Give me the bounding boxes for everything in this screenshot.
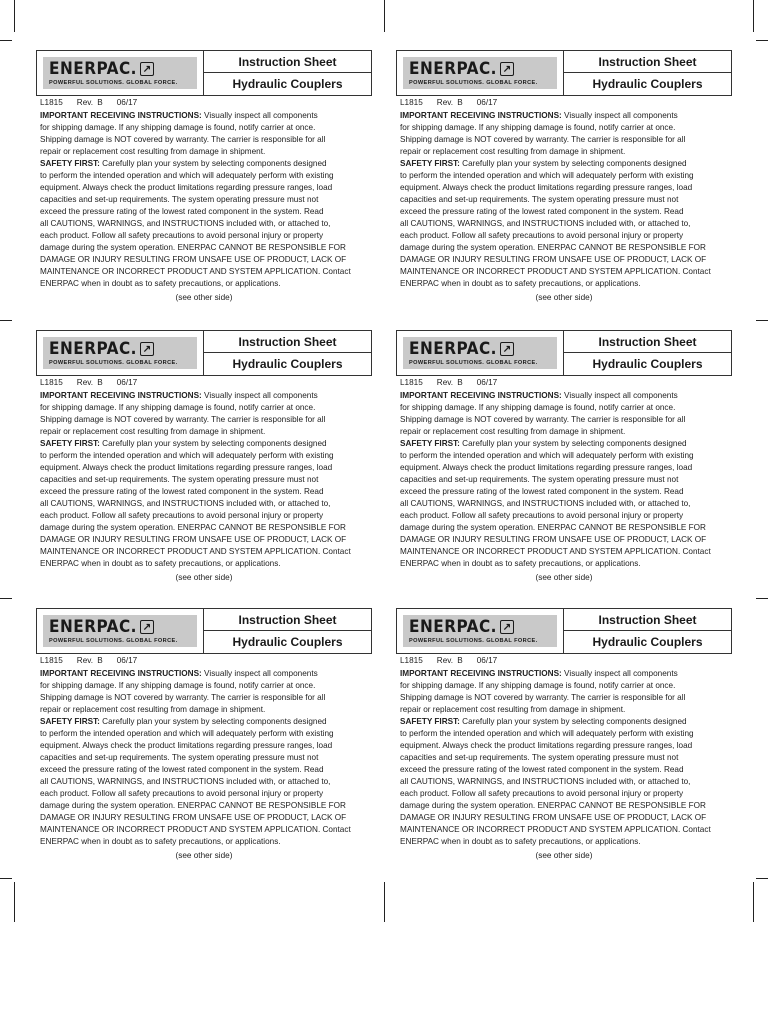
safety-line: MAINTENANCE OR INCORRECT PRODUCT AND SYSTEM APPLICATION. Contact: [400, 825, 711, 834]
instructions-body: [400, 668, 732, 848]
receiving-heading: IMPORTANT RECEIVING INSTRUCTIONS:: [40, 669, 202, 678]
safety-first-line: [40, 438, 372, 450]
logo-box: [397, 609, 564, 653]
title-block: [564, 609, 731, 653]
sheet-subtitle: Hydraulic Couplers: [592, 635, 703, 649]
sheet-title: Instruction Sheet: [564, 331, 731, 353]
safety-line: MAINTENANCE OR INCORRECT PRODUCT AND SYSTEM APPLICATION. Contact: [400, 547, 711, 556]
safety-line: exceed the pressure rating of the lowest rated component in the system. Read: [40, 207, 324, 216]
safety-line: equipment. Always check the product limitations regarding pressure ranges, load: [40, 183, 333, 192]
crop-mark: [756, 320, 768, 321]
instruction-card: [36, 608, 372, 878]
sheet-title: Instruction Sheet: [564, 609, 731, 631]
crop-mark: [753, 0, 754, 32]
doc-reference: [40, 98, 151, 107]
safety-line: capacities and set-up requirements. The system operating pressure must not: [40, 753, 319, 762]
safety-line: to perform the intended operation and which will adequately perform with existing: [400, 451, 694, 460]
receiving-heading: IMPORTANT RECEIVING INSTRUCTIONS:: [40, 391, 202, 400]
safety-line: equipment. Always check the product limitations regarding pressure ranges, load: [400, 183, 693, 192]
brand-mark-icon: ↗: [140, 62, 154, 76]
receiving-line: Visually inspect all components: [201, 111, 318, 120]
enerpac-logo: [43, 57, 197, 89]
safety-line: to perform the intended operation and which will adequately perform with existing: [40, 729, 334, 738]
receiving-line: Shipping damage is NOT covered by warranty. The carrier is responsible for all: [400, 415, 686, 424]
safety-first-line: [400, 716, 732, 728]
doc-revision: Rev. B: [76, 656, 103, 665]
crop-mark: [14, 0, 15, 32]
brand-tagline: POWERFUL SOLUTIONS. GLOBAL FORCE.: [409, 637, 538, 644]
receiving-line: Shipping damage is NOT covered by warranty. The carrier is responsible for all: [40, 135, 326, 144]
instruction-card: [36, 330, 372, 600]
safety-line: damage during the system operation. ENERPAC CANNOT BE RESPONSIBLE FOR: [400, 801, 706, 810]
receiving-line: repair or replacement cost resulting from damage in shipment.: [400, 147, 626, 156]
safety-line: DAMAGE OR INJURY RESULTING FROM UNSAFE USE OF PRODUCT, LACK OF: [400, 813, 707, 822]
see-other-side: (see other side): [175, 851, 233, 860]
instructions-body: [400, 110, 732, 290]
doc-date: 06/17: [116, 98, 138, 107]
doc-number: L1815: [400, 98, 423, 107]
safety-line: Carefully plan your system by selecting components designed: [459, 439, 687, 448]
receiving-first-line: [40, 668, 372, 680]
safety-line: DAMAGE OR INJURY RESULTING FROM UNSAFE USE OF PRODUCT, LACK OF: [40, 813, 347, 822]
safety-line: ENERPAC when in doubt as to safety precautions, or applications.: [400, 837, 641, 846]
doc-reference: [400, 98, 511, 107]
safety-line: to perform the intended operation and which will adequately perform with existing: [400, 729, 694, 738]
safety-line: exceed the pressure rating of the lowest rated component in the system. Read: [400, 207, 684, 216]
doc-date: 06/17: [476, 656, 498, 665]
sheet-title: Instruction Sheet: [204, 609, 371, 631]
receiving-first-line: [40, 110, 372, 122]
crop-mark: [384, 0, 385, 32]
card-header: [36, 50, 372, 96]
brand-mark-icon: ↗: [500, 342, 514, 356]
doc-number: L1815: [40, 98, 63, 107]
safety-line: exceed the pressure rating of the lowest rated component in the system. Read: [400, 487, 684, 496]
doc-date: 06/17: [476, 378, 498, 387]
safety-line: to perform the intended operation and which will adequately perform with existing: [400, 171, 694, 180]
logo-box: [37, 331, 204, 375]
receiving-line: Shipping damage is NOT covered by warranty. The carrier is responsible for all: [40, 693, 326, 702]
receiving-line: repair or replacement cost resulting from damage in shipment.: [40, 147, 266, 156]
receiving-line: repair or replacement cost resulting from damage in shipment.: [40, 427, 266, 436]
see-other-side: (see other side): [535, 851, 593, 860]
receiving-first-line: [400, 390, 732, 402]
receiving-line: repair or replacement cost resulting from damage in shipment.: [400, 427, 626, 436]
instruction-card: [396, 608, 732, 878]
safety-line: all CAUTIONS, WARNINGS, and INSTRUCTIONS included with, or attached to,: [40, 219, 331, 228]
crop-mark: [14, 882, 15, 922]
see-other-side: (see other side): [535, 293, 593, 302]
doc-date: 06/17: [476, 98, 498, 107]
card-header: [36, 330, 372, 376]
doc-number: L1815: [400, 656, 423, 665]
receiving-first-line: [400, 668, 732, 680]
sheet-subtitle: Hydraulic Couplers: [232, 77, 343, 91]
safety-line: damage during the system operation. ENERPAC CANNOT BE RESPONSIBLE FOR: [40, 523, 346, 532]
safety-line: exceed the pressure rating of the lowest rated component in the system. Read: [40, 765, 324, 774]
receiving-line: Shipping damage is NOT covered by warranty. The carrier is responsible for all: [40, 415, 326, 424]
safety-line: MAINTENANCE OR INCORRECT PRODUCT AND SYSTEM APPLICATION. Contact: [40, 825, 351, 834]
safety-line: capacities and set-up requirements. The system operating pressure must not: [40, 475, 319, 484]
receiving-heading: IMPORTANT RECEIVING INSTRUCTIONS:: [400, 391, 562, 400]
receiving-line: for shipping damage. If any shipping damage is found, notify carrier at once.: [400, 403, 676, 412]
logo-box: [397, 331, 564, 375]
safety-line: each product. Follow all safety precautions to avoid personal injury or property: [400, 511, 684, 520]
brand-tagline: POWERFUL SOLUTIONS. GLOBAL FORCE.: [49, 637, 178, 644]
safety-line: MAINTENANCE OR INCORRECT PRODUCT AND SYSTEM APPLICATION. Contact: [40, 547, 351, 556]
safety-line: Carefully plan your system by selecting components designed: [459, 717, 687, 726]
crop-mark: [0, 598, 12, 599]
enerpac-logo: [403, 57, 557, 89]
receiving-line: Visually inspect all components: [201, 391, 318, 400]
crop-mark: [0, 40, 12, 41]
logo-box: [37, 609, 204, 653]
doc-number: L1815: [40, 378, 63, 387]
safety-line: to perform the intended operation and which will adequately perform with existing: [40, 451, 334, 460]
sheet-subtitle: Hydraulic Couplers: [232, 635, 343, 649]
doc-reference: [400, 656, 511, 665]
brand-mark-icon: ↗: [500, 62, 514, 76]
receiving-line: Visually inspect all components: [561, 111, 678, 120]
sheet-subtitle: Hydraulic Couplers: [232, 357, 343, 371]
card-header: [396, 608, 732, 654]
crop-mark: [384, 882, 385, 922]
safety-line: each product. Follow all safety precautions to avoid personal injury or property: [40, 789, 324, 798]
receiving-line: Shipping damage is NOT covered by warranty. The carrier is responsible for all: [400, 693, 686, 702]
brand-tagline: POWERFUL SOLUTIONS. GLOBAL FORCE.: [409, 359, 538, 366]
doc-reference: [400, 378, 511, 387]
brand-tagline: POWERFUL SOLUTIONS. GLOBAL FORCE.: [409, 79, 538, 86]
safety-line: equipment. Always check the product limitations regarding pressure ranges, load: [40, 741, 333, 750]
enerpac-logo: [403, 337, 557, 369]
logo-box: [37, 51, 204, 95]
safety-line: each product. Follow all safety precautions to avoid personal injury or property: [40, 231, 324, 240]
safety-first-line: [400, 158, 732, 170]
see-other-side: (see other side): [175, 293, 233, 302]
instructions-body: [40, 390, 372, 570]
instruction-card: [36, 50, 372, 320]
safety-first-line: [40, 716, 372, 728]
receiving-line: for shipping damage. If any shipping damage is found, notify carrier at once.: [40, 403, 316, 412]
safety-line: damage during the system operation. ENERPAC CANNOT BE RESPONSIBLE FOR: [40, 801, 346, 810]
brand-name: ENERPAC.: [49, 338, 137, 359]
crop-mark: [753, 882, 754, 922]
instructions-body: [40, 668, 372, 848]
see-other-side: (see other side): [175, 573, 233, 582]
crop-mark: [0, 878, 12, 879]
receiving-first-line: [40, 390, 372, 402]
enerpac-logo: [43, 615, 197, 647]
safety-heading: SAFETY FIRST:: [40, 159, 100, 168]
safety-line: Carefully plan your system by selecting components designed: [99, 159, 327, 168]
doc-number: L1815: [400, 378, 423, 387]
receiving-line: Visually inspect all components: [201, 669, 318, 678]
receiving-line: Visually inspect all components: [561, 391, 678, 400]
safety-line: DAMAGE OR INJURY RESULTING FROM UNSAFE USE OF PRODUCT, LACK OF: [400, 255, 707, 264]
doc-date: 06/17: [116, 656, 138, 665]
sheet-subtitle: Hydraulic Couplers: [592, 357, 703, 371]
receiving-line: for shipping damage. If any shipping damage is found, notify carrier at once.: [40, 681, 316, 690]
safety-line: equipment. Always check the product limitations regarding pressure ranges, load: [400, 463, 693, 472]
safety-line: DAMAGE OR INJURY RESULTING FROM UNSAFE USE OF PRODUCT, LACK OF: [400, 535, 707, 544]
safety-line: DAMAGE OR INJURY RESULTING FROM UNSAFE USE OF PRODUCT, LACK OF: [40, 535, 347, 544]
safety-line: all CAUTIONS, WARNINGS, and INSTRUCTIONS included with, or attached to,: [400, 219, 691, 228]
receiving-line: Visually inspect all components: [561, 669, 678, 678]
safety-line: MAINTENANCE OR INCORRECT PRODUCT AND SYSTEM APPLICATION. Contact: [40, 267, 351, 276]
safety-line: each product. Follow all safety precautions to avoid personal injury or property: [40, 511, 324, 520]
receiving-line: for shipping damage. If any shipping damage is found, notify carrier at once.: [40, 123, 316, 132]
doc-number: L1815: [40, 656, 63, 665]
sheet-subtitle: Hydraulic Couplers: [592, 77, 703, 91]
safety-line: capacities and set-up requirements. The system operating pressure must not: [40, 195, 319, 204]
safety-first-line: [40, 158, 372, 170]
safety-line: exceed the pressure rating of the lowest rated component in the system. Read: [40, 487, 324, 496]
receiving-first-line: [400, 110, 732, 122]
doc-date: 06/17: [116, 378, 138, 387]
receiving-heading: IMPORTANT RECEIVING INSTRUCTIONS:: [400, 669, 562, 678]
safety-heading: SAFETY FIRST:: [400, 159, 460, 168]
safety-line: each product. Follow all safety precautions to avoid personal injury or property: [400, 231, 684, 240]
safety-line: to perform the intended operation and which will adequately perform with existing: [40, 171, 334, 180]
safety-line: ENERPAC when in doubt as to safety precautions, or applications.: [400, 279, 641, 288]
title-block: [564, 331, 731, 375]
title-block: [204, 609, 371, 653]
brand-mark-icon: ↗: [140, 342, 154, 356]
safety-line: Carefully plan your system by selecting components designed: [99, 439, 327, 448]
safety-line: all CAUTIONS, WARNINGS, and INSTRUCTIONS included with, or attached to,: [400, 777, 691, 786]
instruction-card: [396, 50, 732, 320]
brand-name: ENERPAC.: [49, 58, 137, 79]
crop-mark: [756, 40, 768, 41]
safety-line: all CAUTIONS, WARNINGS, and INSTRUCTIONS included with, or attached to,: [40, 499, 331, 508]
safety-line: ENERPAC when in doubt as to safety precautions, or applications.: [400, 559, 641, 568]
safety-heading: SAFETY FIRST:: [400, 717, 460, 726]
sheet-title: Instruction Sheet: [204, 331, 371, 353]
doc-revision: Rev. B: [436, 378, 463, 387]
doc-revision: Rev. B: [436, 98, 463, 107]
safety-line: damage during the system operation. ENERPAC CANNOT BE RESPONSIBLE FOR: [400, 243, 706, 252]
brand-mark-icon: ↗: [140, 620, 154, 634]
safety-heading: SAFETY FIRST:: [40, 717, 100, 726]
crop-mark: [756, 598, 768, 599]
receiving-line: Shipping damage is NOT covered by warranty. The carrier is responsible for all: [400, 135, 686, 144]
doc-revision: Rev. B: [436, 656, 463, 665]
doc-revision: Rev. B: [76, 378, 103, 387]
safety-line: capacities and set-up requirements. The system operating pressure must not: [400, 753, 679, 762]
sheet-title: Instruction Sheet: [564, 51, 731, 73]
crop-mark: [756, 878, 768, 879]
safety-line: capacities and set-up requirements. The system operating pressure must not: [400, 195, 679, 204]
see-other-side: (see other side): [535, 573, 593, 582]
safety-line: Carefully plan your system by selecting components designed: [459, 159, 687, 168]
crop-mark: [0, 320, 12, 321]
doc-reference: [40, 656, 151, 665]
receiving-heading: IMPORTANT RECEIVING INSTRUCTIONS:: [40, 111, 202, 120]
receiving-line: repair or replacement cost resulting from damage in shipment.: [400, 705, 626, 714]
brand-tagline: POWERFUL SOLUTIONS. GLOBAL FORCE.: [49, 79, 178, 86]
safety-line: exceed the pressure rating of the lowest rated component in the system. Read: [400, 765, 684, 774]
safety-line: each product. Follow all safety precautions to avoid personal injury or property: [400, 789, 684, 798]
brand-mark-icon: ↗: [500, 620, 514, 634]
safety-line: all CAUTIONS, WARNINGS, and INSTRUCTIONS included with, or attached to,: [40, 777, 331, 786]
receiving-line: for shipping damage. If any shipping damage is found, notify carrier at once.: [400, 123, 676, 132]
safety-line: MAINTENANCE OR INCORRECT PRODUCT AND SYSTEM APPLICATION. Contact: [400, 267, 711, 276]
brand-name: ENERPAC.: [49, 616, 137, 637]
card-header: [36, 608, 372, 654]
safety-line: Carefully plan your system by selecting components designed: [99, 717, 327, 726]
safety-line: ENERPAC when in doubt as to safety precautions, or applications.: [40, 837, 281, 846]
safety-line: damage during the system operation. ENERPAC CANNOT BE RESPONSIBLE FOR: [40, 243, 346, 252]
brand-name: ENERPAC.: [409, 58, 497, 79]
doc-reference: [40, 378, 151, 387]
card-header: [396, 50, 732, 96]
doc-revision: Rev. B: [76, 98, 103, 107]
safety-line: ENERPAC when in doubt as to safety precautions, or applications.: [40, 279, 281, 288]
safety-heading: SAFETY FIRST:: [40, 439, 100, 448]
receiving-line: for shipping damage. If any shipping damage is found, notify carrier at once.: [400, 681, 676, 690]
brand-tagline: POWERFUL SOLUTIONS. GLOBAL FORCE.: [49, 359, 178, 366]
safety-line: equipment. Always check the product limitations regarding pressure ranges, load: [400, 741, 693, 750]
title-block: [204, 331, 371, 375]
sheet-title: Instruction Sheet: [204, 51, 371, 73]
title-block: [204, 51, 371, 95]
brand-name: ENERPAC.: [409, 338, 497, 359]
receiving-heading: IMPORTANT RECEIVING INSTRUCTIONS:: [400, 111, 562, 120]
safety-line: ENERPAC when in doubt as to safety precautions, or applications.: [40, 559, 281, 568]
safety-line: capacities and set-up requirements. The system operating pressure must not: [400, 475, 679, 484]
enerpac-logo: [403, 615, 557, 647]
safety-line: DAMAGE OR INJURY RESULTING FROM UNSAFE USE OF PRODUCT, LACK OF: [40, 255, 347, 264]
safety-line: damage during the system operation. ENERPAC CANNOT BE RESPONSIBLE FOR: [400, 523, 706, 532]
safety-line: all CAUTIONS, WARNINGS, and INSTRUCTIONS included with, or attached to,: [400, 499, 691, 508]
instruction-card: [396, 330, 732, 600]
safety-first-line: [400, 438, 732, 450]
logo-box: [397, 51, 564, 95]
safety-line: equipment. Always check the product limitations regarding pressure ranges, load: [40, 463, 333, 472]
enerpac-logo: [43, 337, 197, 369]
receiving-line: repair or replacement cost resulting from damage in shipment.: [40, 705, 266, 714]
instructions-body: [40, 110, 372, 290]
instructions-body: [400, 390, 732, 570]
title-block: [564, 51, 731, 95]
card-header: [396, 330, 732, 376]
safety-heading: SAFETY FIRST:: [400, 439, 460, 448]
brand-name: ENERPAC.: [409, 616, 497, 637]
